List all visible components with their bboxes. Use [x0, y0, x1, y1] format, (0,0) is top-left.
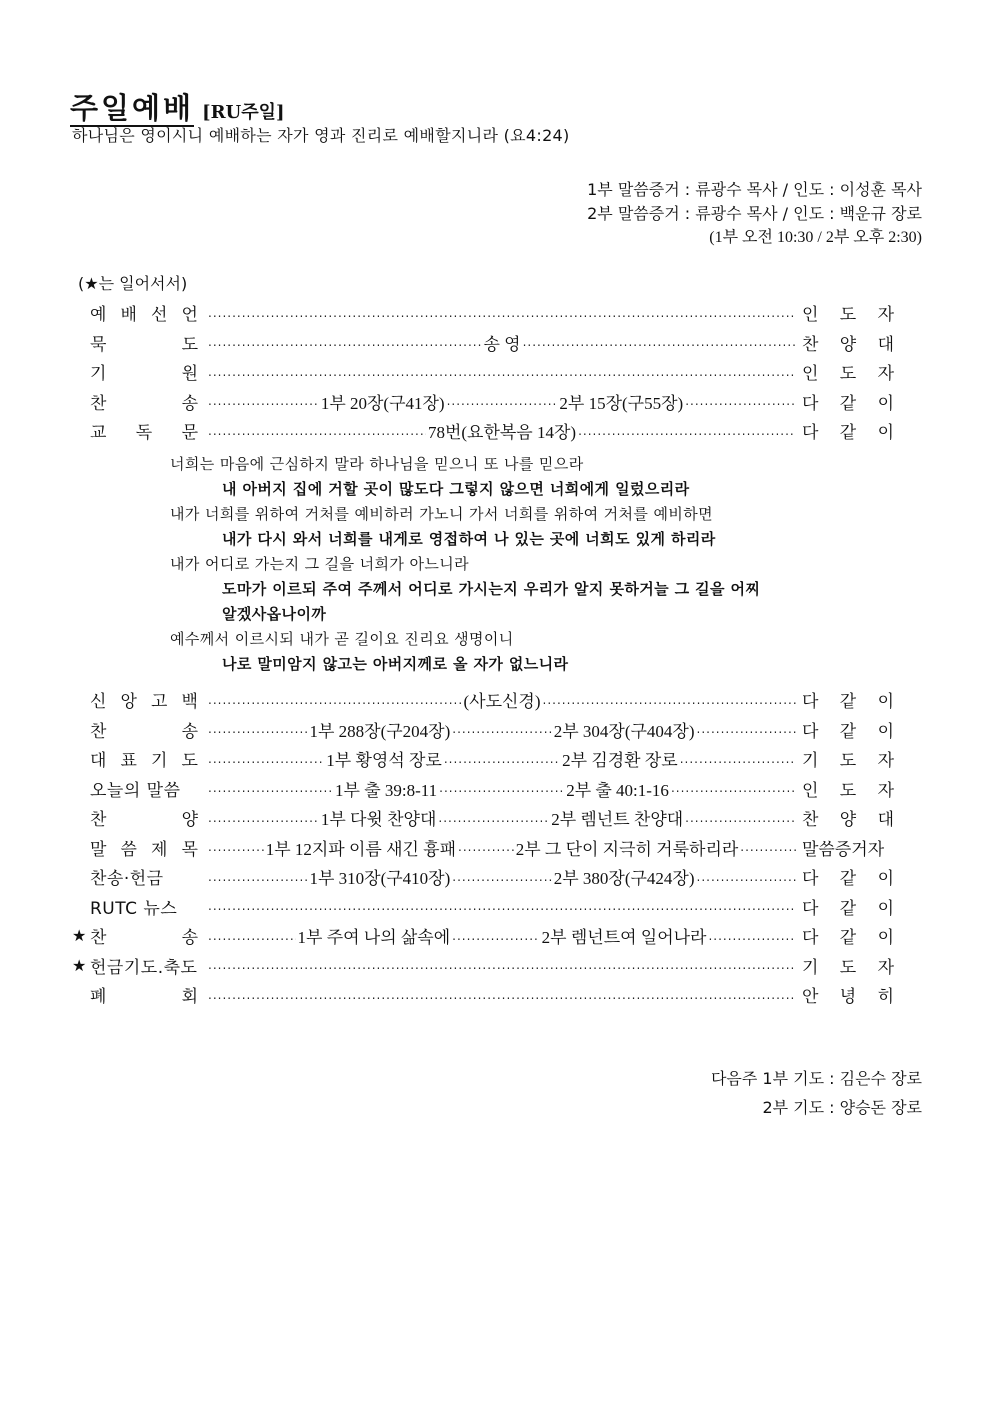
detail-text: 78번(요한복음 14장) — [427, 423, 577, 443]
label-char: 헌금기도.축도 — [90, 957, 198, 978]
label-char: 도 — [181, 751, 198, 772]
order-item-detail — [206, 389, 798, 414]
leader-line-2: 2부 말씀증거 : 류광수 목사 / 인도 : 백운규 장로 — [587, 204, 922, 223]
order-item-detail — [206, 418, 798, 443]
role-char: 다 — [802, 692, 819, 713]
order-item-role — [802, 389, 894, 414]
dot-leader — [208, 840, 264, 854]
order-item-label — [90, 746, 206, 771]
detail-text-part1: 1부 20장(구41장) — [320, 393, 445, 413]
label-char: 목 — [181, 839, 198, 860]
role-char: 다 — [802, 928, 819, 949]
role-char: 이 — [877, 928, 894, 949]
detail-text-part1: 1부 황영석 장로 — [326, 751, 442, 771]
label-char: 묵 — [90, 334, 107, 355]
dot-leader — [438, 811, 549, 825]
role-char: 도 — [839, 751, 857, 772]
role-char: 자 — [877, 751, 894, 772]
label-char: 독 — [135, 423, 153, 444]
role-char: 다 — [802, 898, 819, 919]
order-item-role — [802, 300, 894, 325]
label-char: 제 — [151, 839, 168, 860]
label-char: 문 — [181, 423, 198, 444]
label-char: RUTC 뉴스 — [90, 898, 178, 919]
label-char: 기 — [151, 751, 168, 772]
dot-leader — [458, 840, 514, 854]
role-char: 기 — [802, 957, 819, 978]
order-row — [72, 387, 894, 417]
dot-leader — [208, 335, 481, 349]
dot-leader — [208, 722, 307, 736]
service-leaders — [587, 178, 922, 250]
order-item-label — [90, 864, 206, 889]
role-char: 같 — [839, 898, 857, 919]
order-of-worship-bottom — [72, 685, 894, 1010]
order-item-role — [802, 805, 894, 830]
dot-leader — [208, 811, 319, 825]
order-item-detail — [206, 835, 798, 860]
label-char: 선 — [151, 305, 168, 326]
label-char: 송 — [181, 928, 198, 949]
order-item-label — [90, 835, 206, 860]
role-char: 인 — [802, 780, 819, 801]
order-item-detail — [206, 805, 798, 830]
order-row — [72, 744, 894, 774]
dot-leader — [208, 929, 296, 943]
label-char: 찬 — [90, 928, 107, 949]
order-row — [72, 715, 894, 745]
role-char: 같 — [839, 393, 857, 414]
label-char: 백 — [181, 692, 198, 713]
order-row — [72, 774, 894, 804]
order-item-role — [802, 982, 894, 1007]
detail-text-part2: 2부 출 40:1-16 — [566, 780, 669, 800]
role-char: 인 — [802, 364, 819, 385]
dot-leader — [444, 752, 560, 766]
reading-response-line: 나로 말미암지 않고는 아버지께로 올 자가 없느니라 — [222, 655, 569, 673]
order-item-label — [90, 300, 206, 325]
role-char: 녕 — [839, 987, 857, 1008]
dot-leader — [208, 394, 319, 408]
label-char: 찬 — [90, 810, 107, 831]
dot-leader — [671, 781, 796, 795]
dot-leader — [208, 958, 796, 972]
label-char: 양 — [181, 810, 198, 831]
label-char: 배 — [120, 305, 137, 326]
next-week-line-2: 2부 기도 : 양승돈 장로 — [762, 1098, 922, 1117]
order-item-label — [90, 805, 206, 830]
dot-leader — [578, 424, 796, 438]
role-char: 안 — [802, 987, 819, 1008]
dot-leader — [208, 693, 462, 707]
label-char: 대 — [90, 751, 107, 772]
stand-note: (★는 일어서서) — [78, 274, 188, 293]
role-char: 이 — [877, 898, 894, 919]
dot-leader — [708, 929, 796, 943]
reading-response-line: 알겠사옵나이까 — [222, 605, 327, 623]
role-char: 이 — [877, 692, 894, 713]
role-char: 이 — [877, 423, 894, 444]
order-item-label — [90, 418, 206, 443]
order-item-label — [90, 776, 206, 801]
order-row — [72, 357, 894, 387]
role-char: 같 — [839, 692, 857, 713]
dot-leader — [208, 988, 796, 1002]
dot-leader — [208, 870, 307, 884]
reading-leader-line: 내가 너희를 위하여 거처를 예비하러 가노니 가서 너희를 위하여 거처를 예비하면 — [170, 505, 714, 523]
order-item-role — [802, 330, 894, 355]
role-char: 자 — [877, 957, 894, 978]
label-char: 송 — [181, 721, 198, 742]
label-char: 찬 — [90, 721, 107, 742]
role-char: 같 — [839, 928, 857, 949]
responsive-reading — [170, 452, 870, 677]
reading-response-line: 내가 다시 와서 너희를 내게로 영접하여 나 있는 곳에 너희도 있게 하리라 — [222, 530, 716, 548]
role-char: 이 — [877, 721, 894, 742]
role-char: 같 — [839, 869, 857, 890]
role-char: 이 — [877, 869, 894, 890]
order-item-role — [802, 923, 894, 948]
order-item-label — [90, 330, 206, 355]
role-char: 대 — [877, 810, 894, 831]
label-char: 폐 — [90, 987, 107, 1008]
detail-text-part1: 1부 12지파 이름 새긴 흉패 — [265, 839, 457, 859]
role-char: 다 — [802, 869, 819, 890]
order-row — [72, 833, 894, 863]
role-char: 찬 — [802, 810, 819, 831]
order-item-role — [802, 717, 894, 742]
order-row — [72, 980, 894, 1010]
detail-text-part2: 2부 렘넌트여 일어나라 — [541, 928, 707, 948]
label-char: 찬 — [90, 393, 107, 414]
reading-leader-line: 너희는 마음에 근심하지 말라 하나님을 믿으니 또 나를 믿으라 — [170, 455, 584, 473]
order-item-label — [90, 953, 206, 978]
order-item-label — [90, 389, 206, 414]
label-char: 송 — [181, 393, 198, 414]
role-char: 기 — [802, 751, 819, 772]
order-item-label — [90, 717, 206, 742]
detail-text-part1: 1부 출 39:8-11 — [335, 780, 438, 800]
role-char: 도 — [839, 364, 857, 385]
detail-text-part1: 1부 310장(구410장) — [309, 869, 451, 889]
dot-leader — [208, 899, 796, 913]
label-char: 도 — [181, 334, 198, 355]
detail-text-part2: 2부 304장(구404장) — [553, 721, 695, 741]
order-row — [72, 803, 894, 833]
reading-response-line: 내 아버지 집에 거할 곳이 많도다 그렇지 않으면 너희에게 일렀으리라 — [222, 480, 690, 498]
role-char: 대 — [877, 334, 894, 355]
dot-leader — [208, 306, 796, 320]
page-subtitle: [RU주일] — [202, 102, 285, 123]
role-char: 말씀증거자 — [802, 839, 885, 860]
role-char: 다 — [802, 423, 819, 444]
detail-text-part2: 2부 김경환 장로 — [562, 751, 678, 771]
dot-leader — [447, 394, 558, 408]
dot-leader — [523, 335, 796, 349]
order-row — [72, 862, 894, 892]
theme-verse: 하나님은 영이시니 예배하는 자가 영과 진리로 예배할지니라 (요4:24) — [72, 126, 570, 145]
role-char: 자 — [877, 364, 894, 385]
order-item-role — [802, 746, 894, 771]
order-item-label — [90, 894, 206, 919]
reading-leader-line: 예수께서 이르시되 내가 곧 길이요 진리요 생명이니 — [170, 630, 514, 648]
order-item-detail — [206, 687, 798, 712]
order-item-detail — [206, 988, 798, 1002]
order-item-label — [90, 923, 206, 948]
order-item-role — [802, 359, 894, 384]
label-char: 기 — [90, 364, 107, 385]
role-char: 양 — [839, 334, 857, 355]
order-item-detail — [206, 365, 798, 379]
dot-leader — [697, 870, 796, 884]
order-item-label — [90, 359, 206, 384]
order-row — [72, 328, 894, 358]
order-row — [72, 416, 894, 446]
dot-leader — [685, 811, 796, 825]
dot-leader — [452, 722, 551, 736]
reading-response-line: 도마가 이르되 주여 주께서 어디로 가시는지 우리가 알지 못하거늘 그 길을 어찌 — [222, 580, 761, 598]
header — [70, 86, 285, 127]
order-item-role — [802, 953, 894, 978]
order-row — [72, 685, 894, 715]
dot-leader — [543, 693, 797, 707]
role-char: 자 — [877, 780, 894, 801]
dot-leader — [452, 870, 551, 884]
label-char: 고 — [151, 692, 168, 713]
label-char: 찬송·헌금 — [90, 869, 164, 890]
label-char: 언 — [181, 305, 198, 326]
dot-leader — [740, 840, 796, 854]
order-item-detail — [206, 958, 798, 972]
order-item-role — [802, 687, 894, 712]
page-title: 주일예배 — [70, 91, 195, 125]
order-item-detail — [206, 717, 798, 742]
order-item-detail — [206, 923, 798, 948]
order-item-detail — [206, 330, 798, 355]
order-row — [72, 951, 894, 981]
role-char: 자 — [877, 305, 894, 326]
label-char: 회 — [181, 987, 198, 1008]
stand-star-icon: ★ — [72, 926, 87, 946]
detail-text-part2: 2부 그 단이 지극히 거룩하리라 — [515, 839, 739, 859]
label-char: 씀 — [120, 839, 137, 860]
role-char: 도 — [839, 780, 857, 801]
detail-text-part2: 2부 렘넌트 찬양대 — [551, 810, 684, 830]
order-item-role — [802, 835, 894, 860]
role-char: 같 — [839, 423, 857, 444]
reading-leader-line: 내가 어디로 가는지 그 길을 너희가 아느니라 — [170, 555, 470, 573]
detail-text: 송 영 — [483, 334, 521, 354]
order-item-label — [90, 982, 206, 1007]
next-week-prayer — [711, 1064, 922, 1122]
detail-text-part2: 2부 15장(구55장) — [559, 393, 684, 413]
next-week-line-1: 다음주 1부 기도 : 김은수 장로 — [710, 1069, 922, 1088]
order-item-detail — [206, 746, 798, 771]
order-item-detail — [206, 306, 798, 320]
detail-text-part1: 1부 주여 나의 삶속에 — [297, 928, 451, 948]
label-char: 말 — [90, 839, 107, 860]
label-char: 신 — [90, 692, 107, 713]
order-of-worship-top — [72, 298, 894, 446]
dot-leader — [208, 365, 796, 379]
dot-leader — [208, 781, 333, 795]
role-char: 양 — [839, 810, 857, 831]
role-char: 도 — [839, 305, 857, 326]
order-item-role — [802, 894, 894, 919]
dot-leader — [680, 752, 796, 766]
order-item-label — [90, 687, 206, 712]
label-char: 원 — [181, 364, 198, 385]
role-char: 인 — [802, 305, 819, 326]
label-char: 오늘의 말씀 — [90, 780, 181, 801]
role-char: 다 — [802, 393, 819, 414]
label-char: 앙 — [120, 692, 137, 713]
dot-leader — [697, 722, 796, 736]
order-row — [72, 892, 894, 922]
role-char: 찬 — [802, 334, 819, 355]
dot-leader — [208, 424, 426, 438]
stand-star-icon: ★ — [72, 955, 87, 975]
role-char: 이 — [877, 393, 894, 414]
role-char: 히 — [877, 987, 894, 1008]
detail-text-part2: 2부 380장(구424장) — [553, 869, 695, 889]
detail-text-part1: 1부 다윗 찬양대 — [320, 810, 437, 830]
dot-leader — [439, 781, 564, 795]
role-char: 도 — [839, 957, 857, 978]
dot-leader — [685, 394, 796, 408]
order-row — [72, 921, 894, 951]
service-times: (1부 오전 10:30 / 2부 오후 2:30) — [709, 229, 922, 246]
label-char: 표 — [120, 751, 137, 772]
order-item-detail — [206, 776, 798, 801]
order-item-detail — [206, 899, 798, 913]
order-item-role — [802, 864, 894, 889]
order-item-role — [802, 776, 894, 801]
role-char: 같 — [839, 721, 857, 742]
dot-leader — [452, 929, 540, 943]
detail-text-part1: 1부 288장(구204장) — [309, 721, 451, 741]
label-char: 예 — [90, 305, 107, 326]
order-item-detail — [206, 864, 798, 889]
leader-line-1: 1부 말씀증거 : 류광수 목사 / 인도 : 이성훈 목사 — [587, 180, 922, 199]
detail-text: (사도신경) — [463, 692, 541, 712]
label-char: 교 — [90, 423, 107, 444]
role-char: 다 — [802, 721, 819, 742]
dot-leader — [208, 752, 324, 766]
order-row — [72, 298, 894, 328]
order-item-role — [802, 418, 894, 443]
